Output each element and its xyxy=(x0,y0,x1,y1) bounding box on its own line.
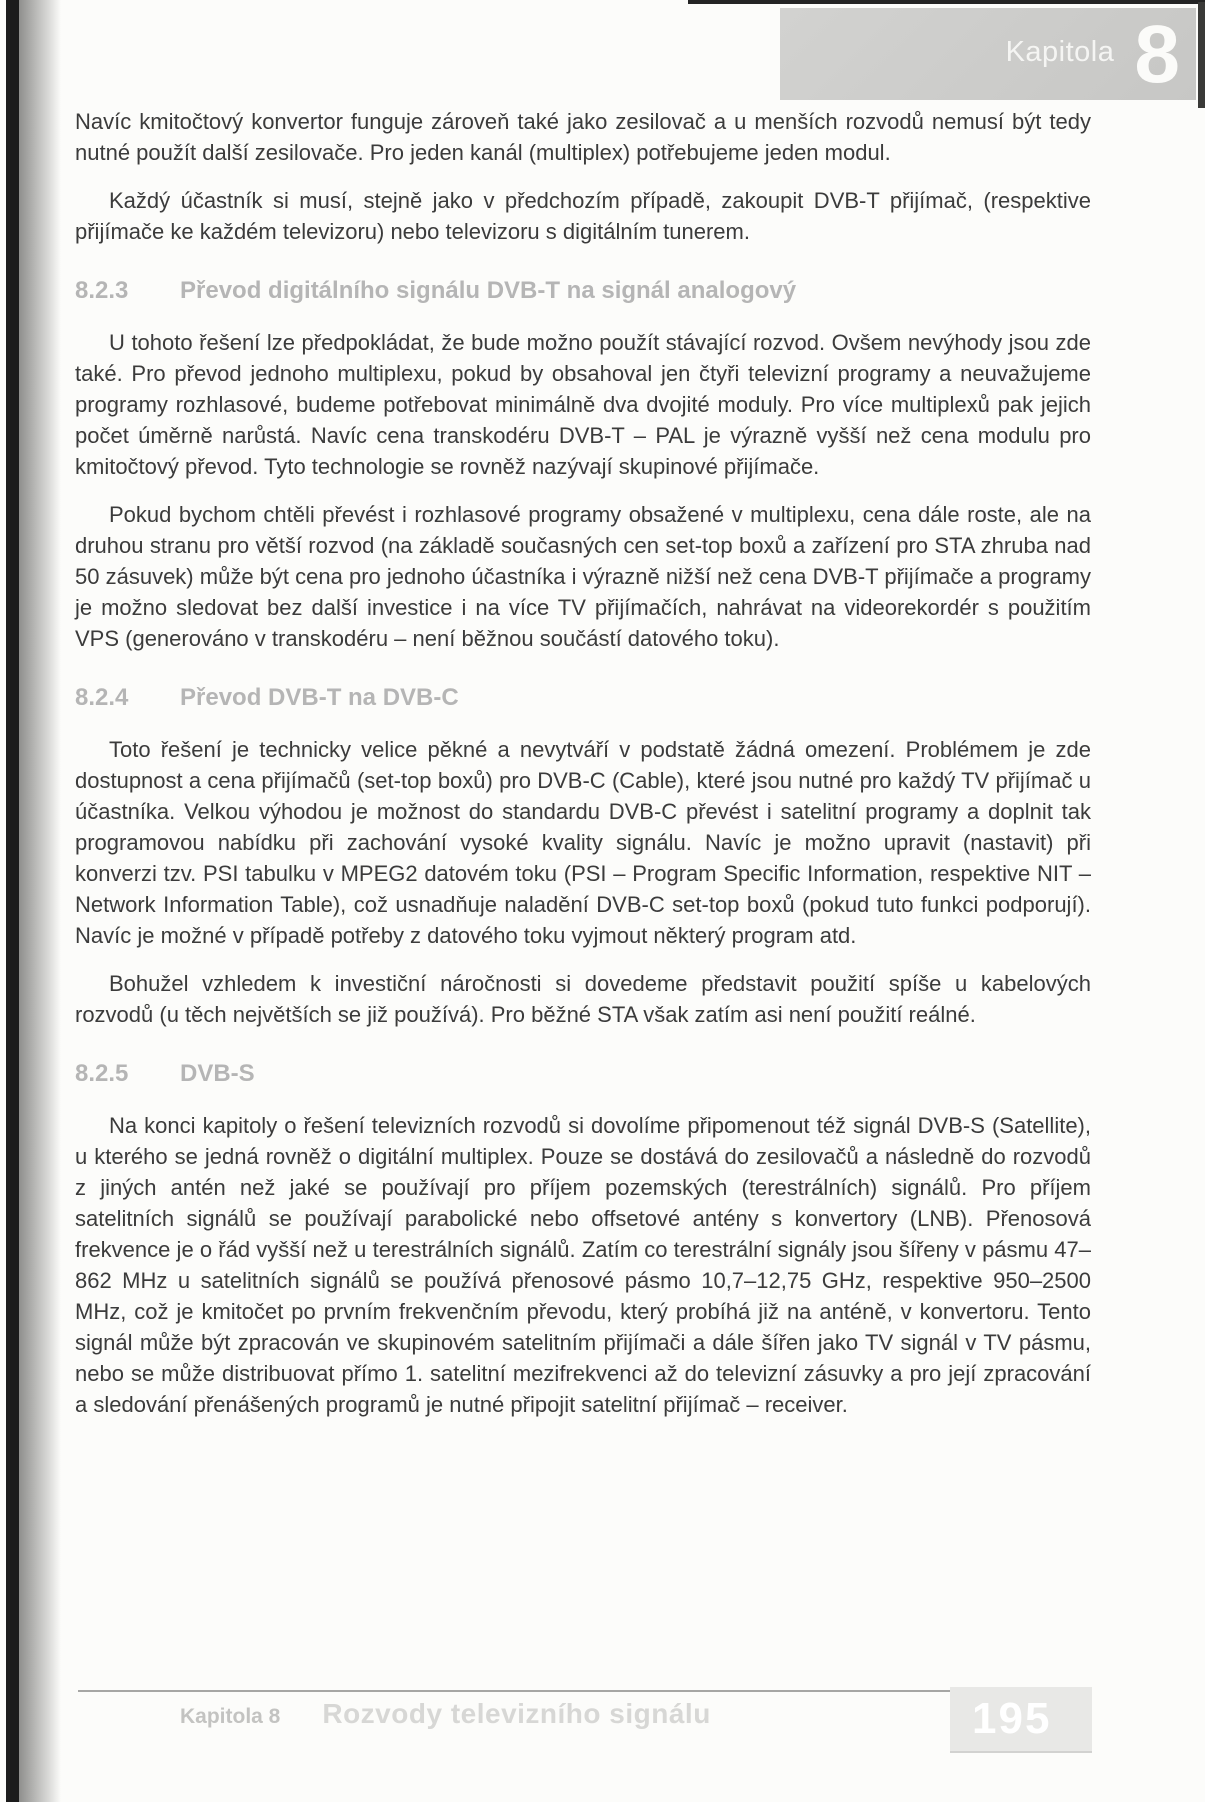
footer xyxy=(180,1698,711,1730)
chapter-label: Kapitola xyxy=(1005,35,1115,68)
section-title: DVB-S xyxy=(180,1060,255,1087)
chapter-header-box xyxy=(780,8,1196,100)
page-body-text xyxy=(75,106,1091,1437)
page-number: 195 xyxy=(972,1694,1052,1743)
scan-top-edge xyxy=(688,0,1205,4)
scan-right-edge xyxy=(1198,2,1205,108)
section-title: Převod digitálního signálu DVB-T na signál analogový xyxy=(180,277,797,304)
paragraph: U tohoto řešení lze předpokládat, že bude možno použít stávající rozvod. Ovšem nevýhody jsou zde také. Pro převod jednoho multiplexu, pokud by obsahoval jen čtyři televizní programy a neuvažujeme programy rozhlasové, budeme potřebovat minimálně dva dvojité moduly. Pro více multiplexů pak jejich počet úměrně narůstá. Navíc cena transkodéru DVB-T – PAL je výrazně vyšší než cena modulu pro kmitočtový převod. Tyto technologie se rovněž nazývají skupinové přijímače. xyxy=(75,330,1091,479)
page-number-box xyxy=(950,1687,1092,1753)
paragraph: Toto řešení je technicky velice pěkné a nevytváří v podstatě žádná omezení. Problémem je zde dostupnost a cena přijímačů (set-top boxů) pro DVB-C (Cable), které jsou nutné pro každý TV přijímač u účastníka. Velkou výhodou je možnost do standardu DVB-C převést i satelitní programy a doplnit tak programovou nabídku při zachování vysoké kvality signálu. Navíc je možno upravit (nastavit) při konverzi tzv. PSI tabulku v MPEG2 datovém toku (PSI – Program Specific Information, respektive NIT – Network Information Table), což usnadňuje naladění DVB-C set-top boxů (pokud tuto funkci podporují). Navíc je možné v případě potřeby z datového toku vyjmout některý program atd. xyxy=(75,737,1091,948)
footer-chapter-label: Kapitola 8 xyxy=(180,1705,281,1728)
section-number: 8.2.4 xyxy=(75,684,129,711)
section-heading-8-2-5 xyxy=(75,1058,1091,1089)
paragraph: Pokud bychom chtěli převést i rozhlasové programy obsažené v multiplexu, cena dále roste, ale na druhou stranu pro větší rozvod (na základě současných cen set-top boxů a zařízení pro STA zhruba nad 50 zásuvek) může být cena pro jednoho účastníka i výrazně nižší než cena DVB-T přijímače a programy je možno sledovat bez další investice i na více TV přijímačích, nahrávat na videorekordér s použitím VPS (generováno v transkodéru – není běžnou součástí datového toku). xyxy=(75,502,1091,651)
paragraph: Každý účastník si musí, stejně jako v předchozím případě, zakoupit DVB-T přijímač, (respektive přijímače ke každém televizoru) nebo televizoru s digitálním tunerem. xyxy=(75,188,1091,244)
chapter-number: 8 xyxy=(1134,9,1180,100)
footer-rule xyxy=(78,1690,1090,1692)
section-number: 8.2.3 xyxy=(75,277,129,304)
section-heading-8-2-4 xyxy=(75,682,1091,713)
footer-chapter-title: Rozvody televizního signálu xyxy=(322,1698,711,1729)
paragraph: Na konci kapitoly o řešení televizních rozvodů si dovolíme připomenout též signál DVB-S (Satellite), u kterého se jedná rovněž o digitální multiplex. Pouze se dostává do zesilovačů a následně do rozvodů z jiných antén než jaké se používají pro příjem pozemských (terestrálních) signálů. Pro příjem satelitních signálů se používají parabolické nebo offsetové antény s konvertory (LNB). Přenosová frekvence je o řád vyšší než u terestrálních signálů. Zatím co terestrální signály jsou šířeny v pásmu 47–862 MHz u satelitních signálů se používá přenosové pásmo 10,7–12,75 GHz, respektive 950–2500 MHz, což je kmitočet po prvním frekvenčním převodu, který probíhá již na anténě, v konvertoru. Tento signál může být zpracován ve skupinovém satelitním přijímači a dále šířen jako TV signál v TV pásmu, nebo se může distribuovat přímo 1. satelitní mezifrekvenci až do televizní zásuvky a pro její zpracování a sledování přenášených programů je nutné připojit satelitní přijímač – receiver. xyxy=(75,1113,1091,1417)
section-title: Převod DVB-T na DVB-C xyxy=(180,684,459,711)
paragraph: Bohužel vzhledem k investiční náročnosti si dovedeme představit použití spíše u kabelových rozvodů (u těch největších se již používá). Pro běžné STA však zatím asi není použití reálné. xyxy=(75,971,1091,1027)
binding-edge-shadow xyxy=(19,0,61,1802)
paragraph: Navíc kmitočtový konvertor funguje zároveň také jako zesilovač a u menších rozvodů nemusí být tedy nutné použít další zesilovače. Pro jeden kanál (multiplex) potřebujeme jeden modul. xyxy=(75,109,1091,165)
section-heading-8-2-3 xyxy=(75,275,1091,306)
section-number: 8.2.5 xyxy=(75,1060,129,1087)
binding-edge-dark xyxy=(6,0,19,1802)
